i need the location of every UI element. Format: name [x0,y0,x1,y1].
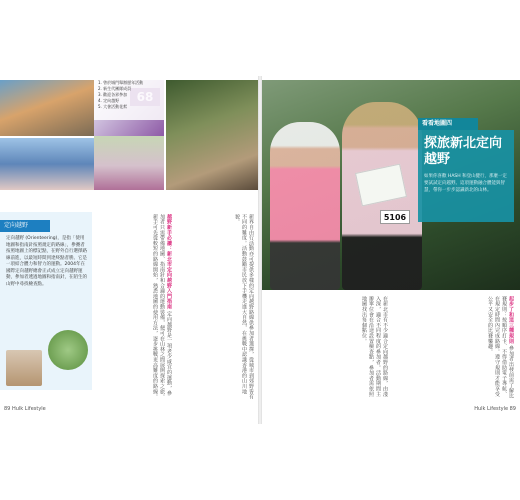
event-photo-trail [166,80,258,190]
photo-captions [94,76,166,120]
column-subheading: 起步了和這三種規則 [508,296,514,344]
hiker-white-cap [270,122,340,290]
event-photo-runners [94,136,164,190]
sidebar-heading: 定向越野 [0,220,50,232]
body-column-right-b [394,296,514,400]
caption-item: 1. 曾於城門舉辦歷年活動 [98,80,144,85]
headline-box [418,130,514,222]
caption-item: 2. 新生代團隊成員 [98,86,132,91]
headline-intro: 如果你喜歡 HASH 和登山健行，那麼一定要試試定向越野。這項運動融合體能與智慧，帶你一步步認識新北的山林。 [424,174,508,193]
column-text: 定向越野是一項老少咸宜的運動，參加者只需帶備地圖、指南針和合適的運動裝備，便可在山林之間展開探索之旅。新手可先從較短的路線開始，熟悉地圖的使用方法，逐步挑戰更高難度的路線。 [152,214,172,400]
left-page [0,76,258,424]
event-photo-group [0,80,94,136]
body-column-right [178,214,254,400]
column-text: 新界自由行活動亦可提供多樣的定向越野路線供參加者選擇，從城市到郊野皆有不同的難度。活動鼓勵市民放下手機走進大自然，在挑戰中認識香港的山川地貌。 [234,214,254,400]
caption-item: 3. 歡迎各界參加 [98,92,128,97]
section-tag: 看看地圖四 [418,118,478,130]
page-folio-left: 89 Hulk Lifestyle [4,406,46,412]
sidebar-box [0,212,92,390]
body-column-left [98,214,172,400]
page-folio-right: Hulk Lifestyle 89 [474,406,516,412]
sidebar-body: 定向越野 (Orienteering)，是指「使用地圖和指南針按照規定的路線」，參賽者按照地圖上的標記點，在野外自行選擇路線前進，以最短時間到達終點者勝。它是一項結合體力和智力的運動。2004年在國際定向越野總會正式成立定向越野運動，參加者透過地圖和指南針，在陌生的山野中尋找檢查點。 [6,236,87,287]
caption-item: 5. 大會活動花絮 [98,104,128,109]
event-photo-crowd [0,138,94,190]
caption-item: 4. 定向越野 [98,98,120,103]
race-bib: 5106 [380,210,410,224]
right-page [262,76,520,424]
column-text: 參加者出發前需了解比賽規則：按順序打卡、不得借助電子導航、在規定時間內完成路線。遵守規則才能享受公平又安全的比賽樂趣。 [487,296,514,399]
sidebar-photo-checkpoint [48,330,88,370]
headline-title: 探旅新北定向越野 [424,136,503,167]
body-column-right-a [268,296,388,400]
column-subheading: 越野新手必讀：新北市定向越野入門指南 [166,214,172,310]
magazine-spread [0,76,520,424]
sidebar-photo-person [6,350,42,386]
column-text: 在新北市有不少適合定向越野的路線，由淺入深，適合不同程度的參加者。活動期間主辦單位會在沿途設置檢查點，參加者需依照地圖找出每個點位。 [361,296,388,397]
